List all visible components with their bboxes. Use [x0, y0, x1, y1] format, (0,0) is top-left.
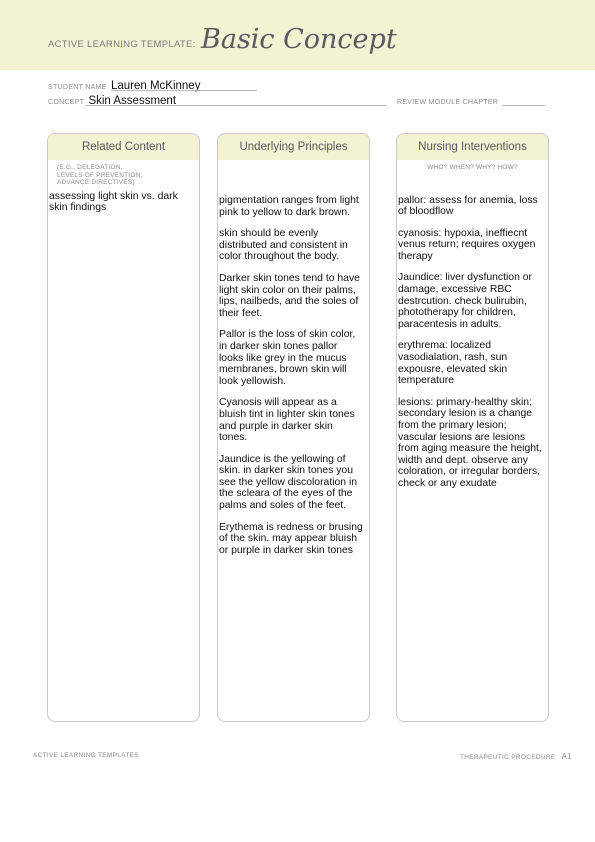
underlying-principles-column [217, 133, 370, 722]
nursing-interventions-body [397, 172, 548, 490]
principle-paragraph: Jaundice is the yellowing of skin. in darker skin tones you see the yellow discoloration in the scleara of the eyes of the palms and soles of the feet. [219, 453, 358, 512]
principle-paragraph: Cyanosis will appear as a bluish tint in lighter skin tones and purple in darker skin tones. [219, 397, 355, 444]
student-name-line [111, 90, 257, 91]
footer-left: ACTIVE LEARNING TEMPLATES [33, 752, 139, 759]
footer-page-number: A1 [561, 752, 572, 761]
footer-right [460, 752, 572, 761]
related-content-subheading-line: (E.G., DELEGATION, [57, 164, 123, 171]
intervention-paragraph: pallor: assess for anemia, loss of bloodflow [398, 194, 538, 218]
review-module-label: REVIEW MODULE CHAPTER [397, 99, 499, 106]
concept-line [85, 105, 387, 106]
principle-paragraph: skin should be evenly distributed and consistent in color throughout the body. [219, 228, 348, 263]
nursing-interventions-heading: Nursing Interventions [397, 134, 548, 160]
intervention-paragraph: lesions: primary-healthy skin; secondary lesion is a change from the primary lesion; vascular lesions are lesions from aging measure the height, width and dept. observe any coloration, or irregular borders, check or any exudate [398, 396, 542, 489]
principle-paragraph: pigmentation ranges from light pink to yellow to dark brown. [219, 195, 359, 218]
intervention-paragraph: Jaundice: liver dysfunction or damage, excessive RBC destrcution. check bulirubin, phototherapy for children, paracentesis in adults. [398, 272, 532, 330]
related-content-body [48, 187, 199, 214]
template-label: ACTIVE LEARNING TEMPLATE: [48, 39, 196, 50]
footer-section-label: THERAPEUTIC PROCEDURE [459, 754, 556, 761]
related-content-column [47, 133, 200, 722]
underlying-principles-heading: Underlying Principles [218, 134, 369, 160]
student-name-label: STUDENT NAME [48, 84, 107, 91]
related-content-subheading-line: LEVELS OF PREVENTION, [57, 171, 143, 179]
review-module-row [397, 99, 498, 106]
related-content-text: assessing light skin vs. dark skin findings [49, 190, 178, 214]
page-title: Basic Concept [201, 24, 397, 55]
concept-label: CONCEPT [48, 99, 85, 106]
principle-paragraph: Erythema is redness or brusing of the skin. may appear bluish or purple in darker skin tones [219, 521, 363, 556]
concept-value: Skin Assessment [88, 95, 177, 107]
principle-paragraph: Darker skin tones tend to have light skin color on their palms, lips, nailbeds, and the soles of their feet. [219, 272, 360, 319]
intervention-paragraph: erythrema: localized vasodialation, rash, sun expousre, elevated skin temperature [398, 340, 508, 387]
underlying-principles-body [218, 160, 369, 556]
related-content-subheading [48, 160, 199, 187]
student-name-value: Lauren McKinney [110, 80, 201, 92]
nursing-interventions-subheading: WHO? WHEN? WHY? HOW? [427, 164, 518, 171]
nursing-interventions-column [396, 133, 549, 722]
review-module-line [502, 105, 545, 106]
related-content-heading: Related Content [48, 134, 199, 160]
intervention-paragraph: cyanosis: hypoxia, ineffiecnt venus return; requires oxygen therapy [398, 227, 536, 262]
principle-paragraph: Pallor is the loss of skin color, in darker skin tones pallor looks like grey in the mucus membranes, brown skin will look yellowish. [219, 329, 356, 387]
related-content-subheading-line: ADVANCE DIRECTIVES) [57, 179, 135, 186]
